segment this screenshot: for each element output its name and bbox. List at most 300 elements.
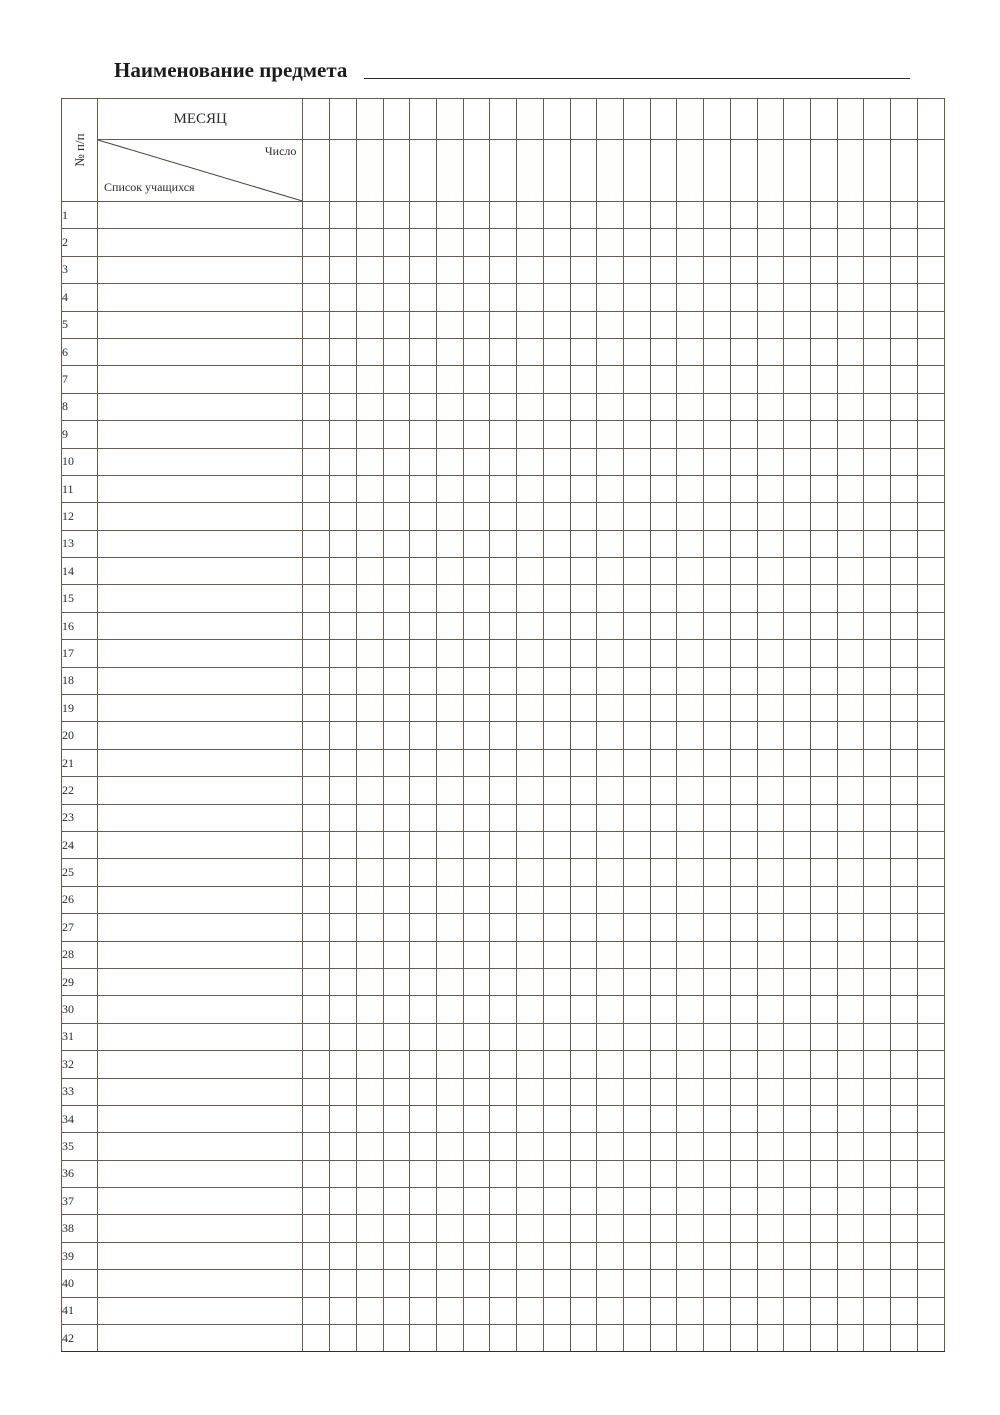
attendance-cell[interactable]: [624, 996, 651, 1023]
attendance-cell[interactable]: [837, 777, 864, 804]
attendance-cell[interactable]: [597, 1078, 624, 1105]
student-name-cell[interactable]: [98, 366, 303, 393]
attendance-cell[interactable]: [891, 503, 918, 530]
attendance-cell[interactable]: [303, 503, 330, 530]
student-name-cell[interactable]: [98, 530, 303, 557]
attendance-cell[interactable]: [677, 695, 704, 722]
attendance-cell[interactable]: [330, 558, 357, 585]
attendance-cell[interactable]: [650, 202, 677, 229]
attendance-cell[interactable]: [330, 585, 357, 612]
attendance-cell[interactable]: [436, 996, 463, 1023]
attendance-cell[interactable]: [463, 1051, 490, 1078]
attendance-cell[interactable]: [517, 393, 544, 420]
attendance-cell[interactable]: [383, 448, 410, 475]
attendance-cell[interactable]: [917, 667, 944, 694]
student-name-cell[interactable]: [98, 503, 303, 530]
attendance-cell[interactable]: [704, 475, 731, 502]
attendance-cell[interactable]: [917, 777, 944, 804]
attendance-cell[interactable]: [784, 284, 811, 311]
attendance-cell[interactable]: [864, 475, 891, 502]
attendance-cell[interactable]: [570, 612, 597, 639]
attendance-cell[interactable]: [704, 1188, 731, 1215]
attendance-cell[interactable]: [891, 968, 918, 995]
attendance-cell[interactable]: [704, 1215, 731, 1242]
month-day-cell[interactable]: [837, 99, 864, 140]
attendance-cell[interactable]: [730, 284, 757, 311]
attendance-cell[interactable]: [543, 777, 570, 804]
attendance-cell[interactable]: [650, 941, 677, 968]
attendance-cell[interactable]: [730, 749, 757, 776]
attendance-cell[interactable]: [436, 229, 463, 256]
attendance-cell[interactable]: [410, 585, 437, 612]
attendance-cell[interactable]: [891, 612, 918, 639]
attendance-cell[interactable]: [891, 695, 918, 722]
attendance-cell[interactable]: [650, 1105, 677, 1132]
attendance-cell[interactable]: [784, 475, 811, 502]
attendance-cell[interactable]: [463, 996, 490, 1023]
attendance-cell[interactable]: [570, 695, 597, 722]
attendance-cell[interactable]: [303, 1242, 330, 1269]
attendance-cell[interactable]: [837, 640, 864, 667]
student-name-cell[interactable]: [98, 558, 303, 585]
attendance-cell[interactable]: [543, 585, 570, 612]
attendance-cell[interactable]: [410, 968, 437, 995]
attendance-cell[interactable]: [811, 612, 838, 639]
attendance-cell[interactable]: [597, 448, 624, 475]
attendance-cell[interactable]: [677, 886, 704, 913]
attendance-cell[interactable]: [330, 393, 357, 420]
attendance-cell[interactable]: [597, 1242, 624, 1269]
attendance-cell[interactable]: [330, 859, 357, 886]
attendance-cell[interactable]: [917, 284, 944, 311]
attendance-cell[interactable]: [383, 612, 410, 639]
attendance-cell[interactable]: [917, 338, 944, 365]
attendance-cell[interactable]: [811, 722, 838, 749]
attendance-cell[interactable]: [811, 1270, 838, 1297]
attendance-cell[interactable]: [704, 996, 731, 1023]
month-day-cell[interactable]: [597, 99, 624, 140]
attendance-cell[interactable]: [811, 530, 838, 557]
attendance-cell[interactable]: [917, 695, 944, 722]
attendance-cell[interactable]: [570, 1188, 597, 1215]
attendance-cell[interactable]: [891, 859, 918, 886]
student-name-cell[interactable]: [98, 859, 303, 886]
student-name-cell[interactable]: [98, 338, 303, 365]
month-day-cell[interactable]: [677, 99, 704, 140]
attendance-cell[interactable]: [891, 1325, 918, 1352]
attendance-cell[interactable]: [677, 1105, 704, 1132]
attendance-cell[interactable]: [650, 749, 677, 776]
attendance-cell[interactable]: [704, 1270, 731, 1297]
attendance-cell[interactable]: [597, 1133, 624, 1160]
attendance-cell[interactable]: [730, 229, 757, 256]
attendance-cell[interactable]: [490, 1133, 517, 1160]
attendance-cell[interactable]: [490, 667, 517, 694]
attendance-cell[interactable]: [891, 1242, 918, 1269]
attendance-cell[interactable]: [383, 475, 410, 502]
attendance-cell[interactable]: [837, 612, 864, 639]
attendance-cell[interactable]: [757, 366, 784, 393]
attendance-cell[interactable]: [837, 1215, 864, 1242]
attendance-cell[interactable]: [704, 202, 731, 229]
attendance-cell[interactable]: [837, 1242, 864, 1269]
attendance-cell[interactable]: [650, 1215, 677, 1242]
attendance-cell[interactable]: [330, 612, 357, 639]
attendance-cell[interactable]: [811, 640, 838, 667]
attendance-cell[interactable]: [730, 640, 757, 667]
attendance-cell[interactable]: [517, 941, 544, 968]
attendance-cell[interactable]: [650, 338, 677, 365]
attendance-cell[interactable]: [597, 311, 624, 338]
attendance-cell[interactable]: [917, 202, 944, 229]
attendance-cell[interactable]: [784, 202, 811, 229]
attendance-cell[interactable]: [543, 1297, 570, 1324]
attendance-cell[interactable]: [864, 311, 891, 338]
attendance-cell[interactable]: [490, 421, 517, 448]
attendance-cell[interactable]: [917, 256, 944, 283]
attendance-cell[interactable]: [490, 831, 517, 858]
student-name-cell[interactable]: [98, 1188, 303, 1215]
student-name-cell[interactable]: [98, 1242, 303, 1269]
attendance-cell[interactable]: [570, 1297, 597, 1324]
attendance-cell[interactable]: [757, 338, 784, 365]
attendance-cell[interactable]: [650, 585, 677, 612]
attendance-cell[interactable]: [624, 1160, 651, 1187]
attendance-cell[interactable]: [677, 558, 704, 585]
attendance-cell[interactable]: [730, 475, 757, 502]
date-cell[interactable]: [757, 140, 784, 202]
student-name-cell[interactable]: [98, 229, 303, 256]
attendance-cell[interactable]: [757, 421, 784, 448]
student-name-cell[interactable]: [98, 968, 303, 995]
attendance-cell[interactable]: [463, 777, 490, 804]
attendance-cell[interactable]: [463, 503, 490, 530]
attendance-cell[interactable]: [570, 229, 597, 256]
attendance-cell[interactable]: [864, 612, 891, 639]
attendance-cell[interactable]: [383, 311, 410, 338]
attendance-cell[interactable]: [303, 1023, 330, 1050]
student-name-cell[interactable]: [98, 886, 303, 913]
month-day-cell[interactable]: [436, 99, 463, 140]
attendance-cell[interactable]: [757, 1242, 784, 1269]
attendance-cell[interactable]: [784, 667, 811, 694]
attendance-cell[interactable]: [330, 366, 357, 393]
attendance-cell[interactable]: [517, 777, 544, 804]
attendance-cell[interactable]: [704, 229, 731, 256]
date-cell[interactable]: [784, 140, 811, 202]
attendance-cell[interactable]: [650, 1325, 677, 1352]
attendance-cell[interactable]: [837, 393, 864, 420]
attendance-cell[interactable]: [730, 1105, 757, 1132]
attendance-cell[interactable]: [811, 1325, 838, 1352]
attendance-cell[interactable]: [517, 475, 544, 502]
attendance-cell[interactable]: [543, 448, 570, 475]
attendance-cell[interactable]: [864, 585, 891, 612]
attendance-cell[interactable]: [624, 777, 651, 804]
attendance-cell[interactable]: [811, 558, 838, 585]
attendance-cell[interactable]: [597, 996, 624, 1023]
attendance-cell[interactable]: [330, 1242, 357, 1269]
attendance-cell[interactable]: [704, 1297, 731, 1324]
attendance-cell[interactable]: [383, 1242, 410, 1269]
attendance-cell[interactable]: [784, 1270, 811, 1297]
attendance-cell[interactable]: [677, 777, 704, 804]
attendance-cell[interactable]: [624, 1023, 651, 1050]
attendance-cell[interactable]: [543, 695, 570, 722]
attendance-cell[interactable]: [463, 311, 490, 338]
attendance-cell[interactable]: [917, 1297, 944, 1324]
attendance-cell[interactable]: [597, 503, 624, 530]
attendance-cell[interactable]: [330, 1078, 357, 1105]
attendance-cell[interactable]: [891, 749, 918, 776]
attendance-cell[interactable]: [410, 475, 437, 502]
attendance-cell[interactable]: [356, 311, 383, 338]
attendance-cell[interactable]: [917, 1242, 944, 1269]
attendance-cell[interactable]: [917, 804, 944, 831]
attendance-cell[interactable]: [917, 968, 944, 995]
attendance-cell[interactable]: [837, 1325, 864, 1352]
attendance-cell[interactable]: [864, 1188, 891, 1215]
attendance-cell[interactable]: [463, 1188, 490, 1215]
attendance-cell[interactable]: [436, 612, 463, 639]
attendance-cell[interactable]: [811, 256, 838, 283]
attendance-cell[interactable]: [704, 640, 731, 667]
attendance-cell[interactable]: [517, 968, 544, 995]
attendance-cell[interactable]: [436, 941, 463, 968]
attendance-cell[interactable]: [730, 338, 757, 365]
attendance-cell[interactable]: [891, 311, 918, 338]
month-day-cell[interactable]: [303, 99, 330, 140]
attendance-cell[interactable]: [543, 421, 570, 448]
attendance-cell[interactable]: [624, 859, 651, 886]
attendance-cell[interactable]: [330, 831, 357, 858]
attendance-cell[interactable]: [891, 202, 918, 229]
attendance-cell[interactable]: [597, 1297, 624, 1324]
attendance-cell[interactable]: [784, 558, 811, 585]
attendance-cell[interactable]: [811, 1242, 838, 1269]
attendance-cell[interactable]: [436, 558, 463, 585]
attendance-cell[interactable]: [303, 202, 330, 229]
attendance-cell[interactable]: [864, 886, 891, 913]
attendance-cell[interactable]: [410, 1133, 437, 1160]
attendance-cell[interactable]: [864, 503, 891, 530]
attendance-cell[interactable]: [730, 1078, 757, 1105]
attendance-cell[interactable]: [356, 448, 383, 475]
attendance-cell[interactable]: [517, 1105, 544, 1132]
attendance-cell[interactable]: [677, 503, 704, 530]
attendance-cell[interactable]: [811, 886, 838, 913]
attendance-cell[interactable]: [410, 831, 437, 858]
attendance-cell[interactable]: [757, 1160, 784, 1187]
attendance-cell[interactable]: [490, 448, 517, 475]
attendance-cell[interactable]: [570, 558, 597, 585]
attendance-cell[interactable]: [704, 1023, 731, 1050]
attendance-cell[interactable]: [597, 256, 624, 283]
attendance-cell[interactable]: [624, 1270, 651, 1297]
month-day-cell[interactable]: [784, 99, 811, 140]
student-name-cell[interactable]: [98, 640, 303, 667]
attendance-cell[interactable]: [784, 1160, 811, 1187]
attendance-cell[interactable]: [356, 530, 383, 557]
attendance-cell[interactable]: [677, 859, 704, 886]
attendance-cell[interactable]: [704, 914, 731, 941]
attendance-cell[interactable]: [517, 859, 544, 886]
student-name-cell[interactable]: [98, 831, 303, 858]
attendance-cell[interactable]: [517, 229, 544, 256]
attendance-cell[interactable]: [303, 1325, 330, 1352]
attendance-cell[interactable]: [784, 1325, 811, 1352]
attendance-cell[interactable]: [303, 366, 330, 393]
attendance-cell[interactable]: [837, 695, 864, 722]
attendance-cell[interactable]: [704, 831, 731, 858]
attendance-cell[interactable]: [410, 914, 437, 941]
attendance-cell[interactable]: [624, 448, 651, 475]
student-name-cell[interactable]: [98, 996, 303, 1023]
date-cell[interactable]: [864, 140, 891, 202]
attendance-cell[interactable]: [864, 530, 891, 557]
attendance-cell[interactable]: [891, 1133, 918, 1160]
attendance-cell[interactable]: [757, 695, 784, 722]
date-cell[interactable]: [356, 140, 383, 202]
attendance-cell[interactable]: [303, 722, 330, 749]
attendance-cell[interactable]: [624, 1188, 651, 1215]
attendance-cell[interactable]: [624, 1105, 651, 1132]
attendance-cell[interactable]: [410, 393, 437, 420]
attendance-cell[interactable]: [864, 1160, 891, 1187]
attendance-cell[interactable]: [704, 612, 731, 639]
attendance-cell[interactable]: [864, 448, 891, 475]
attendance-cell[interactable]: [436, 886, 463, 913]
attendance-cell[interactable]: [543, 366, 570, 393]
student-name-cell[interactable]: [98, 475, 303, 502]
attendance-cell[interactable]: [543, 202, 570, 229]
attendance-cell[interactable]: [811, 1160, 838, 1187]
date-cell[interactable]: [837, 140, 864, 202]
attendance-cell[interactable]: [410, 448, 437, 475]
attendance-cell[interactable]: [730, 1160, 757, 1187]
attendance-cell[interactable]: [543, 941, 570, 968]
attendance-cell[interactable]: [891, 585, 918, 612]
attendance-cell[interactable]: [410, 1160, 437, 1187]
date-cell[interactable]: [463, 140, 490, 202]
month-day-cell[interactable]: [730, 99, 757, 140]
attendance-cell[interactable]: [330, 1051, 357, 1078]
attendance-cell[interactable]: [730, 1051, 757, 1078]
attendance-cell[interactable]: [543, 1023, 570, 1050]
attendance-cell[interactable]: [490, 1188, 517, 1215]
attendance-cell[interactable]: [543, 1242, 570, 1269]
attendance-cell[interactable]: [436, 1215, 463, 1242]
attendance-cell[interactable]: [784, 1051, 811, 1078]
attendance-cell[interactable]: [677, 968, 704, 995]
attendance-cell[interactable]: [410, 558, 437, 585]
date-cell[interactable]: [677, 140, 704, 202]
attendance-cell[interactable]: [597, 640, 624, 667]
attendance-cell[interactable]: [677, 804, 704, 831]
attendance-cell[interactable]: [463, 831, 490, 858]
attendance-cell[interactable]: [677, 722, 704, 749]
attendance-cell[interactable]: [463, 558, 490, 585]
attendance-cell[interactable]: [570, 1270, 597, 1297]
attendance-cell[interactable]: [543, 968, 570, 995]
attendance-cell[interactable]: [624, 695, 651, 722]
attendance-cell[interactable]: [730, 1297, 757, 1324]
attendance-cell[interactable]: [517, 1215, 544, 1242]
attendance-cell[interactable]: [543, 1078, 570, 1105]
attendance-cell[interactable]: [624, 1133, 651, 1160]
attendance-cell[interactable]: [917, 229, 944, 256]
attendance-cell[interactable]: [463, 1270, 490, 1297]
attendance-cell[interactable]: [864, 1133, 891, 1160]
attendance-cell[interactable]: [864, 968, 891, 995]
attendance-cell[interactable]: [463, 202, 490, 229]
month-day-cell[interactable]: [543, 99, 570, 140]
attendance-cell[interactable]: [784, 859, 811, 886]
attendance-cell[interactable]: [757, 667, 784, 694]
attendance-cell[interactable]: [624, 284, 651, 311]
attendance-cell[interactable]: [650, 256, 677, 283]
attendance-cell[interactable]: [650, 859, 677, 886]
attendance-cell[interactable]: [624, 968, 651, 995]
attendance-cell[interactable]: [837, 886, 864, 913]
attendance-cell[interactable]: [864, 202, 891, 229]
attendance-cell[interactable]: [677, 366, 704, 393]
attendance-cell[interactable]: [597, 804, 624, 831]
attendance-cell[interactable]: [436, 256, 463, 283]
attendance-cell[interactable]: [917, 558, 944, 585]
attendance-cell[interactable]: [917, 311, 944, 338]
attendance-cell[interactable]: [864, 640, 891, 667]
attendance-cell[interactable]: [650, 284, 677, 311]
attendance-cell[interactable]: [383, 777, 410, 804]
attendance-cell[interactable]: [891, 640, 918, 667]
attendance-cell[interactable]: [490, 256, 517, 283]
attendance-cell[interactable]: [383, 1297, 410, 1324]
attendance-cell[interactable]: [891, 393, 918, 420]
attendance-cell[interactable]: [730, 941, 757, 968]
attendance-cell[interactable]: [410, 667, 437, 694]
attendance-cell[interactable]: [490, 202, 517, 229]
attendance-cell[interactable]: [303, 859, 330, 886]
attendance-cell[interactable]: [383, 1160, 410, 1187]
attendance-cell[interactable]: [463, 749, 490, 776]
attendance-cell[interactable]: [436, 366, 463, 393]
attendance-cell[interactable]: [597, 393, 624, 420]
attendance-cell[interactable]: [570, 1105, 597, 1132]
attendance-cell[interactable]: [570, 914, 597, 941]
attendance-cell[interactable]: [463, 1078, 490, 1105]
attendance-cell[interactable]: [864, 1105, 891, 1132]
attendance-cell[interactable]: [730, 777, 757, 804]
attendance-cell[interactable]: [704, 1242, 731, 1269]
attendance-cell[interactable]: [864, 941, 891, 968]
student-name-cell[interactable]: [98, 1297, 303, 1324]
attendance-cell[interactable]: [436, 1051, 463, 1078]
attendance-cell[interactable]: [303, 338, 330, 365]
attendance-cell[interactable]: [570, 256, 597, 283]
attendance-cell[interactable]: [490, 968, 517, 995]
attendance-cell[interactable]: [410, 421, 437, 448]
attendance-cell[interactable]: [730, 585, 757, 612]
attendance-cell[interactable]: [650, 640, 677, 667]
attendance-cell[interactable]: [837, 530, 864, 557]
attendance-cell[interactable]: [490, 695, 517, 722]
student-name-cell[interactable]: [98, 393, 303, 420]
attendance-cell[interactable]: [410, 366, 437, 393]
attendance-cell[interactable]: [436, 284, 463, 311]
attendance-cell[interactable]: [490, 777, 517, 804]
attendance-cell[interactable]: [837, 1051, 864, 1078]
